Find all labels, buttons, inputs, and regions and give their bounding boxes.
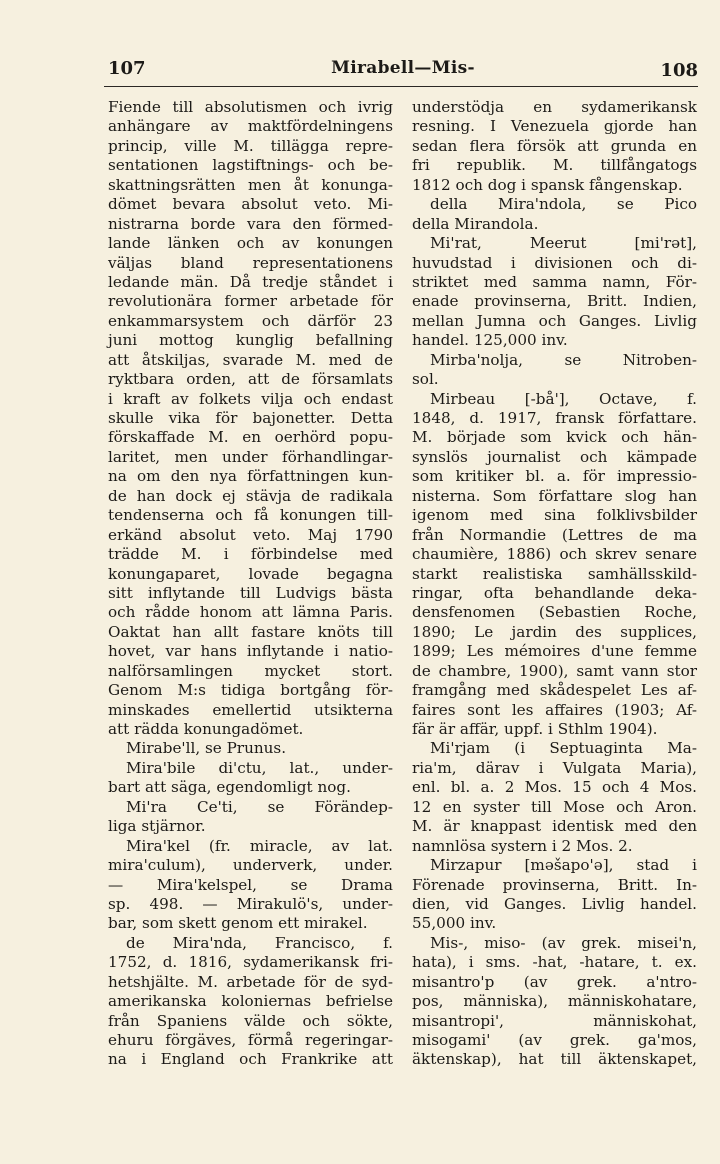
text-line: laritet, men under förhandlingar-	[108, 447, 393, 466]
text-line: revolutionära former arbetade för	[108, 292, 393, 311]
text-line: Genom M:s tidiga bortgång för-	[108, 681, 393, 700]
text-line: sol.	[412, 370, 439, 389]
text-line: Mirzapur [mǝšapo'ǝ], stad i	[430, 856, 697, 875]
text-line: misogami' (av grek. ga'mos,	[412, 1031, 697, 1049]
text-line: Mi'rjam (i Septuaginta Ma-	[430, 739, 697, 758]
text-line: fri republik. M. tillfångatogs	[412, 156, 697, 175]
left-column	[108, 98, 393, 1070]
text-line: erkänd absolut veto. Maj 1790	[108, 525, 393, 544]
text-line: att åtskiljas, svarade M. med de	[108, 350, 393, 369]
text-line: ringar, ofta behandlande deka-	[412, 583, 697, 602]
header-rule	[104, 86, 698, 87]
text-line: 1899; Les mémoires d'une femme	[412, 642, 697, 661]
text-line: hovet, var hans inflytande i natio-	[108, 642, 393, 661]
text-line: — Mira'kelspel, se Drama	[108, 875, 393, 894]
text-line: liga stjärnor.	[108, 817, 206, 836]
text-line: striktet med samma namn, För-	[412, 272, 697, 291]
text-line: trädde M. i förbindelse med	[108, 545, 393, 564]
text-line: hetshjälte. M. arbetade för de syd-	[108, 972, 393, 991]
text-line: Förenade provinserna, Britt. In-	[412, 875, 697, 894]
text-line: Mirabe'll, se Prunus.	[126, 739, 287, 758]
text-line: namnlösa systern i 2 Mos. 2.	[412, 836, 633, 855]
text-line: nalförsamlingen mycket stort.	[108, 661, 393, 680]
text-line: della Mirandola.	[412, 214, 539, 233]
text-line: ryktbara orden, att de församlats	[108, 370, 393, 389]
text-line: na om den nya författningen kun-	[108, 467, 393, 486]
text-line: M. är knappast identisk med den	[412, 817, 697, 836]
text-line: anhängare av maktfördelningens	[108, 117, 393, 136]
text-line: Mi'rat, Meerut [mi'rət],	[430, 234, 697, 253]
text-line: na i England och Frankrike att	[108, 1050, 393, 1069]
text-line: sp. 498. — Mirakulö's, under-	[108, 894, 393, 913]
text-line: Oaktat han allt fastare knöts till	[108, 622, 393, 641]
text-line: sedan flera försök att grunda en	[412, 136, 697, 155]
text-line: misantro'p (av grek. a'ntro-	[412, 972, 697, 991]
text-line: skattningsrätten men åt konunga-	[108, 175, 393, 194]
text-line: mira'culum), underverk, under.	[108, 856, 393, 875]
running-header	[108, 58, 698, 88]
text-line: nistrarna borde vara den förmed-	[108, 214, 393, 233]
text-line: från Spaniens välde och sökte,	[108, 1011, 393, 1030]
text-line: misantropi', människohat,	[412, 1011, 697, 1030]
text-line: igenom med sina folklivsbilder	[412, 506, 697, 525]
text-line: Mirbeau [-bå'], Octave, f.	[430, 389, 697, 408]
text-line: de Mira'nda, Francisco, f.	[126, 933, 393, 952]
text-line: enade provinserna, Britt. Indien,	[412, 292, 697, 311]
text-line: M. började som kvick och hän-	[412, 428, 697, 447]
text-line: chaumière, 1886) och skrev senare	[412, 545, 697, 564]
text-line: från Normandie (Lettres de ma	[412, 525, 697, 544]
text-line: fär är affär, uppf. i Sthlm 1904).	[412, 720, 658, 738]
text-line: 1812 och dog i spansk fångenskap.	[412, 175, 683, 194]
text-line: skulle vika för bajonetter. Detta	[108, 409, 393, 427]
text-line: och rådde honom att lämna Paris.	[108, 603, 393, 622]
text-line: som kritiker bl. a. för impressio-	[412, 467, 697, 486]
text-line: 1848, d. 1917, fransk författare.	[412, 409, 697, 427]
text-line: att rädda konungadömet.	[108, 720, 304, 738]
text-line: dien, vid Ganges. Livlig handel.	[412, 894, 697, 913]
text-line: princip, ville M. tillägga repre-	[108, 136, 393, 155]
text-line: amerikanska koloniernas befrielse	[108, 992, 393, 1011]
text-line: resning. I Venezuela gjorde han	[412, 117, 697, 136]
text-line: framgång med skådespelet Les af-	[412, 681, 697, 700]
text-line: juni mottog kunglig befallning	[108, 331, 393, 350]
text-line: sitt inflytande till Ludvigs bästa	[108, 583, 393, 602]
text-line: bart att säga, egendomligt nog.	[108, 778, 351, 797]
text-line: i kraft av folkets vilja och endast	[108, 389, 393, 408]
text-line: Mi'ra Ce'ti, se Förändер-	[126, 797, 393, 816]
text-line: ledande män. Då tredje ståndet i	[108, 272, 393, 291]
text-line: synslös journalist och kämpade	[412, 447, 697, 466]
text-line: de han dock ej stävja de radikala	[108, 486, 393, 505]
text-line: enkammarsystem och därför 23	[108, 311, 393, 330]
text-line: nisterna. Som författare slog han	[412, 486, 697, 505]
text-line: äktenskap), hat till äktenskapet,	[412, 1050, 697, 1069]
text-line: Mira'kel (fr. miracle, av lat.	[126, 836, 393, 855]
text-line: minskades emellertid utsikterna	[108, 700, 393, 719]
text-line: 12 en syster till Mose och Aron.	[412, 797, 697, 816]
text-line: densfenomen (Sebastien Roche,	[412, 603, 697, 622]
text-line: starkt realistiska samhällsskild-	[412, 564, 697, 583]
text-line: tendenserna och få konungen till-	[108, 506, 393, 525]
text-line: de chambre, 1900), samt vann stor	[412, 661, 697, 680]
text-line: Fiende till absolutismen och ivrig	[108, 98, 393, 116]
text-line: handel. 125,000 inv.	[412, 331, 568, 350]
text-line: pos, människa), människohatare,	[412, 992, 697, 1011]
text-line: Mirba'nolja, se Nitroben-	[430, 350, 697, 369]
running-title: Mirabell—Mis-	[331, 58, 475, 78]
text-line: enl. bl. a. 2 Mos. 15 och 4 Mos.	[412, 778, 697, 797]
text-line: bar, som skett genom ett mirakel.	[108, 914, 368, 933]
text-line: 55,000 inv.	[412, 914, 497, 933]
page-number-right: 108	[660, 60, 698, 81]
text-line: 1890; Le jardin des supplices,	[412, 622, 697, 641]
right-column	[412, 98, 697, 1070]
text-line: ria'm, därav i Vulgata Maria),	[412, 758, 697, 777]
text-line: huvudstad i divisionen och di-	[412, 253, 697, 272]
text-line: lande länken och av konungen	[108, 234, 393, 253]
text-line: faires sont les affaires (1903; Af-	[412, 700, 697, 719]
text-line: hata), i sms. -hat, -hatare, t. ex.	[412, 953, 697, 972]
text-line: ehuru förgäves, förmå regeringar-	[108, 1031, 393, 1049]
text-line: sentationen lagstiftnings- och be-	[108, 156, 393, 175]
text-line: 1752, d. 1816, sydamerikansk fri-	[108, 953, 393, 972]
text-line: konungaparet, lovade begagna	[108, 564, 393, 583]
text-line: förskaffade M. en oerhörd popu-	[108, 428, 393, 447]
text-line: Mira'bile di'ctu, lat., under-	[126, 758, 393, 777]
text-line: Mis-, miso- (av grek. misei'n,	[430, 933, 697, 952]
text-line: understödja en sydamerikansk	[412, 98, 697, 116]
page-number-left: 107	[108, 58, 146, 79]
text-line: mellan Jumna och Ganges. Livlig	[412, 311, 697, 330]
text-line: della Mira'ndola, se Pico	[430, 195, 697, 214]
text-line: dömet bevara absolut veto. Mi-	[108, 195, 393, 214]
text-line: väljas bland representationens	[108, 253, 393, 272]
